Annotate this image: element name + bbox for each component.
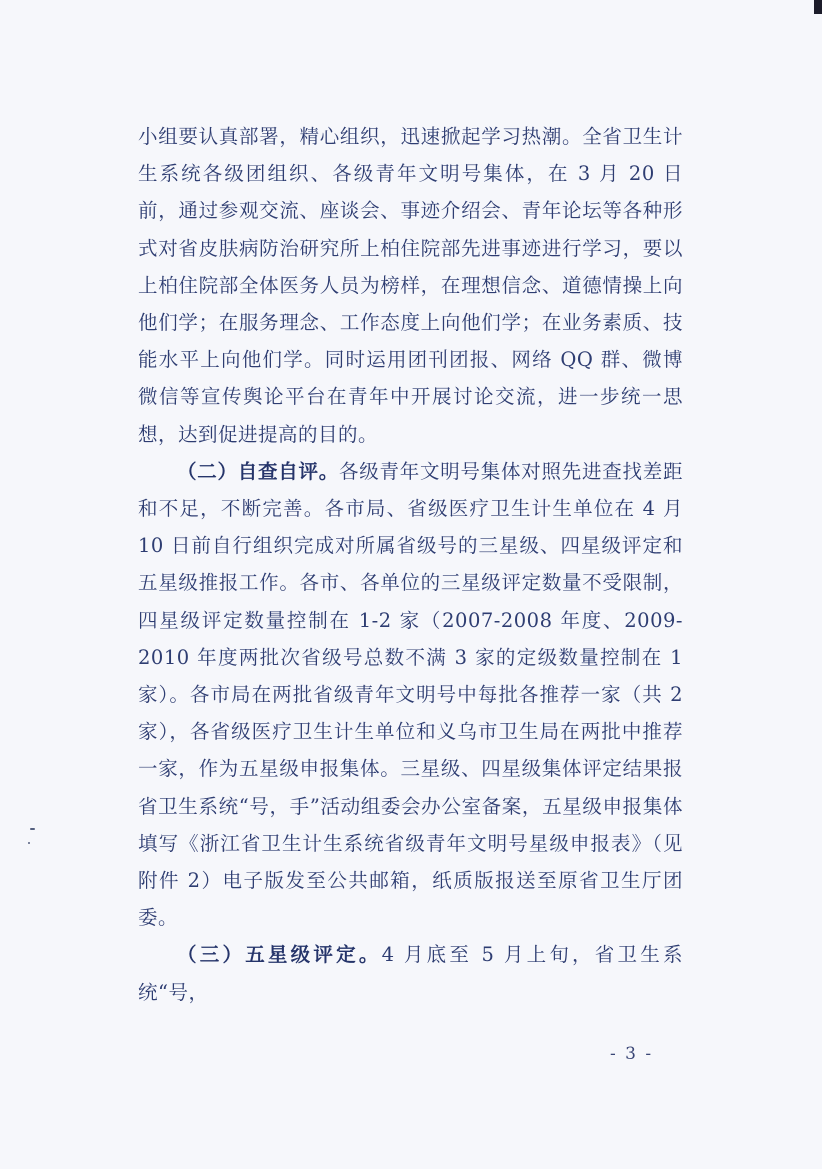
paragraph-text: 小组要认真部署，精心组织，迅速掀起学习热潮。全省卫生计生系统各级团组织、各级青年文明号集体，在 3 月 20 日前，通过参观交流、座谈会、事迹介绍会、青年论坛等各种形式对省皮肤病防治研究所上柏住院部先进事迹进行学习，要以上柏住院部全体医务人员为榜样，在理想信念、道德情操上向他们学；在服务理念、工作态度上向他们学；在业务素质、技能水平上向他们学。同时运用团刊团报、网络 QQ 群、微博微信等宣传舆论平台在青年中开展讨论交流，进一步统一思想，达到促进提高的目的。 <box>138 125 683 446</box>
document-body <box>138 118 683 1011</box>
paragraph-text: 4 月底至 5 月上旬，省卫生系统“号， <box>138 943 683 1004</box>
section-heading-self-review: （二）自查自评。 <box>177 459 339 483</box>
scan-edge-mark <box>814 0 822 14</box>
page-number: - 3 - <box>610 1044 654 1064</box>
scan-artifact <box>30 828 35 830</box>
paragraph-self-review <box>138 453 683 937</box>
scan-artifact <box>28 842 30 844</box>
section-heading-five-star: （三）五星级评定。 <box>177 943 382 967</box>
paragraph-study-campaign <box>138 118 683 453</box>
paragraph-text: 各级青年文明号集体对照先进查找差距和不足，不断完善。各市局、省级医疗卫生计生单位在 4 月 10 日前自行组织完成对所属省级号的三星级、四星级评定和五星级推报工作。各市、各单位的三星级评定数量不受限制，四星级评定数量控制在 1-2 家（2007-2008 年度、2009-2010 年度两批次省级号总数不满 3 家的定级数量控制在 1 家）。各市局在两批省级青年文明号中每批各推荐一家（共 2 家），各省级医疗卫生计生单位和义乌市卫生局在两批中推荐一家，作为五星级申报集体。三星级、四星级集体评定结果报省卫生系统“号，手”活动组委会办公室备案，五星级申报集体填写《浙江省卫生计生系统省级青年文明号星级申报表》（见附件 2）电子版发至公共邮箱，纸质版报送至原省卫生厅团委。 <box>138 459 683 930</box>
paragraph-five-star-evaluation <box>138 936 683 1010</box>
